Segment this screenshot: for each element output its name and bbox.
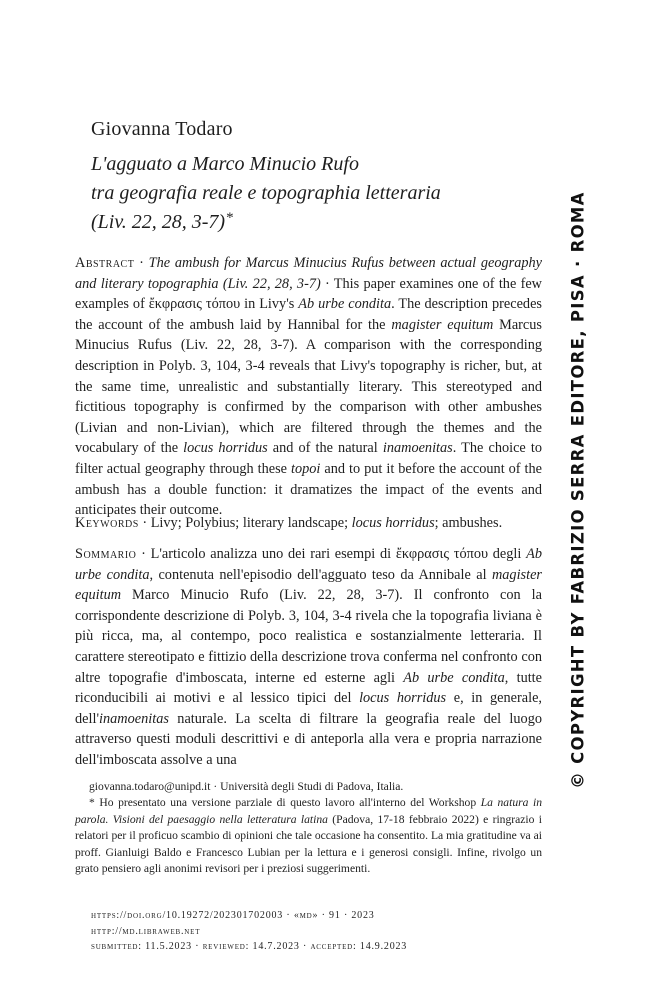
greek-term: ἔκφρασις τόπου [395,546,489,562]
text-run: e, in generale, dell' [75,690,542,727]
italic-term: locus horridus [351,515,435,531]
article-meta [91,908,407,955]
title-line: L'agguato a Marco Minucio Rufo [91,153,359,175]
dates-line: submitted: 11.5.2023 · reviewed: 14.7.2023 · accepted: 14.9.2023 [91,941,408,952]
italic-term: Ab urbe condita [75,546,542,583]
italic-term: magister equitum [75,566,542,604]
text-run: and to put it before the account of the ambush has a double function: it dramatizes the impact of the events and anticipates their outcome. [75,460,543,519]
text-run: , tutte riconducibili ai motivi e al lessico tipici del [75,669,543,707]
copyright-text: © COPYRIGHT BY FABRIZIO SERRA EDITORE, PISA · ROMA [568,191,588,789]
italic-term: Ab urbe condita [403,669,505,686]
article-title [91,150,511,239]
keywords-label: Keywords [75,515,139,531]
sommario-label: Sommario [75,546,137,562]
keywords-paragraph [75,513,542,534]
greek-term: ἔκφρασις τόπου [148,296,241,313]
text-run: , contenuta nell'episodio dell'agguato teso da Annibale al [149,566,492,583]
text-run: Marcus Minucius Rufus (Liv. 22, 28, 3-7). A comparison with the corresponding description in Polyb. 3, 104, 3-4 reveals that Livy's topography is richer, but, at the same time, unrealistic and substantially literary. This stereotyped and fictitious topography is confirmed by the comparison with other ambushes (Livian and non-Livian), which are filtered through the themes and the vocabulary of the [75,316,542,457]
author-name: Giovanna Todaro [91,118,233,140]
title-line [91,208,511,239]
text-run: . The description precedes the account of the ambush laid by Hannibal for the [75,296,542,333]
italic-term: La natura in parola. Visioni del paesaggio nella letteratura latina [75,796,542,826]
text-run: in Livy's [240,296,299,313]
italic-term: locus horridus [183,440,268,457]
affiliation-note: giovanna.todaro@unipd.it · Università degli Studi di Padova, Italia. [89,780,404,793]
title-footnote-mark: * [226,210,234,226]
footnote-mark: * [89,796,95,810]
abstract-english-title: The ambush for Marcus Minucius Rufus between actual geography and literary topographia (Liv. 22, 28, 3-7) [75,255,542,292]
text-run: naturale. La scelta di filtrare la geografia reale del luogo attraverso questi moduli descrittivi e di anteporla alla vera e propria narrazione dell'imboscata assolve a una [75,710,542,768]
italic-term: topoi [291,460,321,477]
separator: · [138,515,151,531]
footnote [75,795,542,877]
italic-term: locus horridus [359,690,447,707]
text-run: . The choice to filter actual geography through these [75,440,542,477]
text-run: L'articolo analizza uno dei rari esempi di [150,546,396,562]
title-line: tra geografia reale e topographia letteraria [91,182,441,204]
text-run: degli [488,546,527,562]
doi-line: https://doi.org/10.19272/202301702003 · «md» · 91 · 2023 [91,910,375,921]
italic-term: magister equitum [391,316,494,333]
url-line: http://md.libraweb.net [91,925,201,937]
text-run: ; ambushes. [434,515,503,531]
text-run: (Padova, 17-18 febbraio 2022) e ringrazio i relatori per il proficuo scambio di opinioni che tale occasione ha consentito. La mia gratitudine va ai proff. Gianluigi Baldo e Francesco Lubian per la lettura e i generosi consigli. Infine, rivolgo un grato pensiero agli anonimi revisori per i preziosi suggerimenti. [75,812,542,876]
italic-term: inamoenitas [382,440,453,457]
text-run: and of the natural [267,440,383,457]
title-line-text: (Liv. 22, 28, 3-7) [91,211,226,233]
text-run: Livy; Polybius; literary landscape; [150,515,352,531]
separator: · [134,255,149,271]
italic-term: Ab urbe condita [298,296,392,313]
text-run: Ho presentato una versione parziale di questo lavoro all'interno del Workshop [94,796,481,810]
abstract-paragraph [75,253,542,521]
sommario-paragraph [75,544,542,771]
text-run: Marco Minucio Rufo (Liv. 22, 28, 3-7). Il confronto con la corrispondente descrizione di Polyb. 3, 104, 3-4 rivela che la topografia liviana è più ricca, ma, al contempo, poco realistica e sostanzialmente letteraria. Il carattere stereotipato e fittizio della descrizione trova conferma nel confronto con altre topografie d'imboscata, interne ed esterne agli [75,587,542,686]
footnotes [75,779,542,877]
abstract-label: Abstract [75,255,135,271]
italic-term: inamoenitas [99,710,169,727]
text-run: · This paper examines one of the few examples of [75,275,543,313]
separator: · [136,546,151,562]
